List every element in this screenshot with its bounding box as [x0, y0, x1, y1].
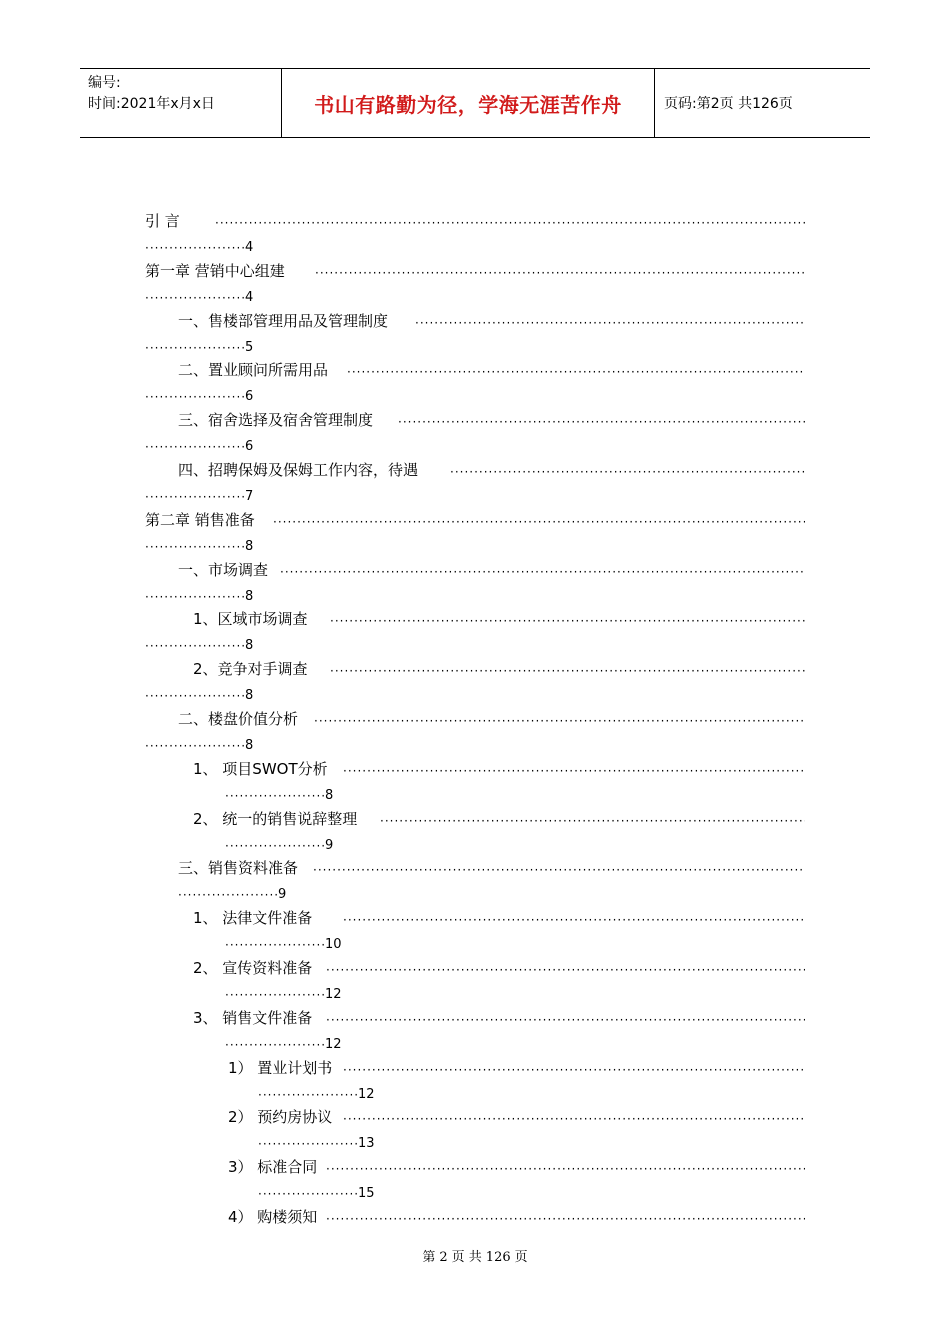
- header-divider: [654, 69, 655, 137]
- footer-total-pages: 126: [485, 1250, 511, 1265]
- toc-page-number: 13: [358, 1136, 375, 1152]
- toc-page-number: 5: [245, 339, 254, 355]
- toc-page-number: 7: [245, 489, 254, 504]
- toc-leader-dots: [145, 537, 245, 557]
- toc-leader-dots: [145, 587, 245, 607]
- toc-leader-dots: [145, 387, 245, 407]
- toc-leader-dots: [343, 910, 805, 930]
- toc-entry-title: 1、 项目SWOT分析: [193, 759, 328, 778]
- toc-leader-dots: [145, 636, 245, 656]
- toc-leader-dots: [225, 836, 325, 856]
- toc-entry-title: 一、售楼部管理用品及管理制度: [178, 311, 389, 330]
- toc-entry-title: 4） 购楼须知: [228, 1208, 318, 1226]
- footer-prefix: 第: [422, 1250, 436, 1265]
- header-motto: 书山有路勤为径，学海无涯苦作舟: [314, 92, 622, 117]
- toc-leader-dots: [343, 1060, 805, 1080]
- toc-entry-title: 1） 置业计划书: [228, 1058, 333, 1077]
- toc-entry-title: 2、 宣传资料准备: [193, 959, 313, 977]
- toc-entry-title: 2、竞争对手调查: [193, 660, 308, 679]
- toc-entry-title: 四、招聘保姆及保姆工作内容，待遇: [178, 461, 419, 479]
- toc-leader-dots: [225, 935, 325, 955]
- toc-leader-dots: [415, 313, 805, 333]
- toc-leader-dots: [343, 761, 805, 781]
- toc-leader-dots: [225, 1035, 325, 1055]
- toc-leader-dots: [178, 885, 278, 905]
- toc-leader-dots: [145, 487, 245, 507]
- toc-leader-dots: [225, 985, 325, 1005]
- toc-entry-title: 二、置业顾问所需用品: [178, 361, 329, 380]
- toc-page-number: 8: [325, 787, 334, 803]
- toc-leader-dots: [380, 811, 805, 831]
- toc-page-number: 6: [245, 439, 254, 455]
- footer-mid: 页 共: [451, 1250, 482, 1265]
- toc-page-number: 4: [245, 289, 254, 305]
- toc-leader-dots: [330, 661, 805, 681]
- document-time-label: 时间:2021年x月x日: [88, 96, 215, 112]
- toc-entry-title: 第二章 销售准备: [145, 510, 255, 529]
- toc-page-number: 10: [325, 937, 342, 953]
- toc-leader-dots: [343, 1109, 805, 1129]
- toc-leader-dots: [315, 263, 805, 283]
- toc-entry-title: 2） 预约房协议: [228, 1108, 333, 1127]
- toc-leader-dots: [280, 562, 805, 582]
- toc-leader-dots: [330, 611, 805, 631]
- toc-page-number: 9: [278, 887, 287, 903]
- toc-page-number: 4: [245, 240, 254, 255]
- toc-entry-title: 三、宿舍选择及宿舍管理制度: [178, 411, 374, 430]
- header-page-info: 页码:第2页 共126页: [664, 96, 793, 112]
- toc-page-number: 12: [325, 987, 342, 1002]
- toc-leader-dots: [145, 288, 245, 308]
- toc-entry-title: 一、市场调查: [178, 560, 269, 579]
- toc-entry-title: 三、销售资料准备: [178, 859, 299, 878]
- toc-entry-title: 2、 统一的销售说辞整理: [193, 809, 358, 828]
- toc-leader-dots: [314, 711, 805, 731]
- toc-leader-dots: [145, 238, 245, 258]
- toc-page-number: 6: [245, 389, 254, 405]
- toc-page-number: 8: [245, 538, 254, 554]
- toc-leader-dots: [347, 362, 805, 382]
- toc-leader-dots: [145, 338, 245, 358]
- toc-leader-dots: [258, 1085, 358, 1105]
- toc-entry-title: 1、 法律文件准备: [193, 909, 313, 928]
- toc-entry-title: 引 言: [145, 212, 180, 230]
- toc-entry-title: 1、区域市场调查: [193, 610, 308, 629]
- toc-page-number: 9: [325, 837, 334, 853]
- toc-entry-title: 二、楼盘价值分析: [178, 710, 299, 728]
- toc-leader-dots: [225, 786, 325, 806]
- page-footer: [0, 1246, 950, 1265]
- toc-page-number: 8: [245, 738, 254, 753]
- footer-suffix: 页: [514, 1250, 528, 1265]
- document-number-label: 编号:: [88, 75, 121, 91]
- toc-leader-dots: [215, 213, 805, 233]
- toc-page-number: 12: [358, 1086, 375, 1102]
- toc-leader-dots: [326, 1159, 805, 1179]
- toc-leader-dots: [145, 437, 245, 457]
- toc-leader-dots: [326, 1010, 805, 1030]
- header-meta: [88, 73, 215, 115]
- toc-leader-dots: [450, 462, 805, 482]
- toc-leader-dots: [258, 1184, 358, 1204]
- toc-page-number: 15: [358, 1186, 375, 1202]
- toc-leader-dots: [145, 686, 245, 706]
- toc-leader-dots: [326, 1209, 805, 1229]
- toc-page-number: 8: [245, 588, 254, 604]
- toc-leader-dots: [273, 512, 805, 532]
- toc-leader-dots: [398, 412, 805, 432]
- toc-leader-dots: [145, 736, 245, 756]
- footer-page-number: 2: [439, 1250, 448, 1265]
- toc-leader-dots: [326, 960, 805, 980]
- toc-leader-dots: [313, 860, 805, 880]
- toc-page-number: 8: [245, 688, 254, 704]
- toc-page-number: 12: [325, 1036, 342, 1052]
- toc-entry-title: 3） 标准合同: [228, 1158, 318, 1177]
- page-header: [80, 68, 870, 138]
- toc-leader-dots: [258, 1134, 358, 1154]
- toc-entry-title: 第一章 营销中心组建: [145, 261, 285, 280]
- toc-entry-title: 3、 销售文件准备: [193, 1008, 313, 1027]
- toc-page-number: 8: [245, 638, 254, 654]
